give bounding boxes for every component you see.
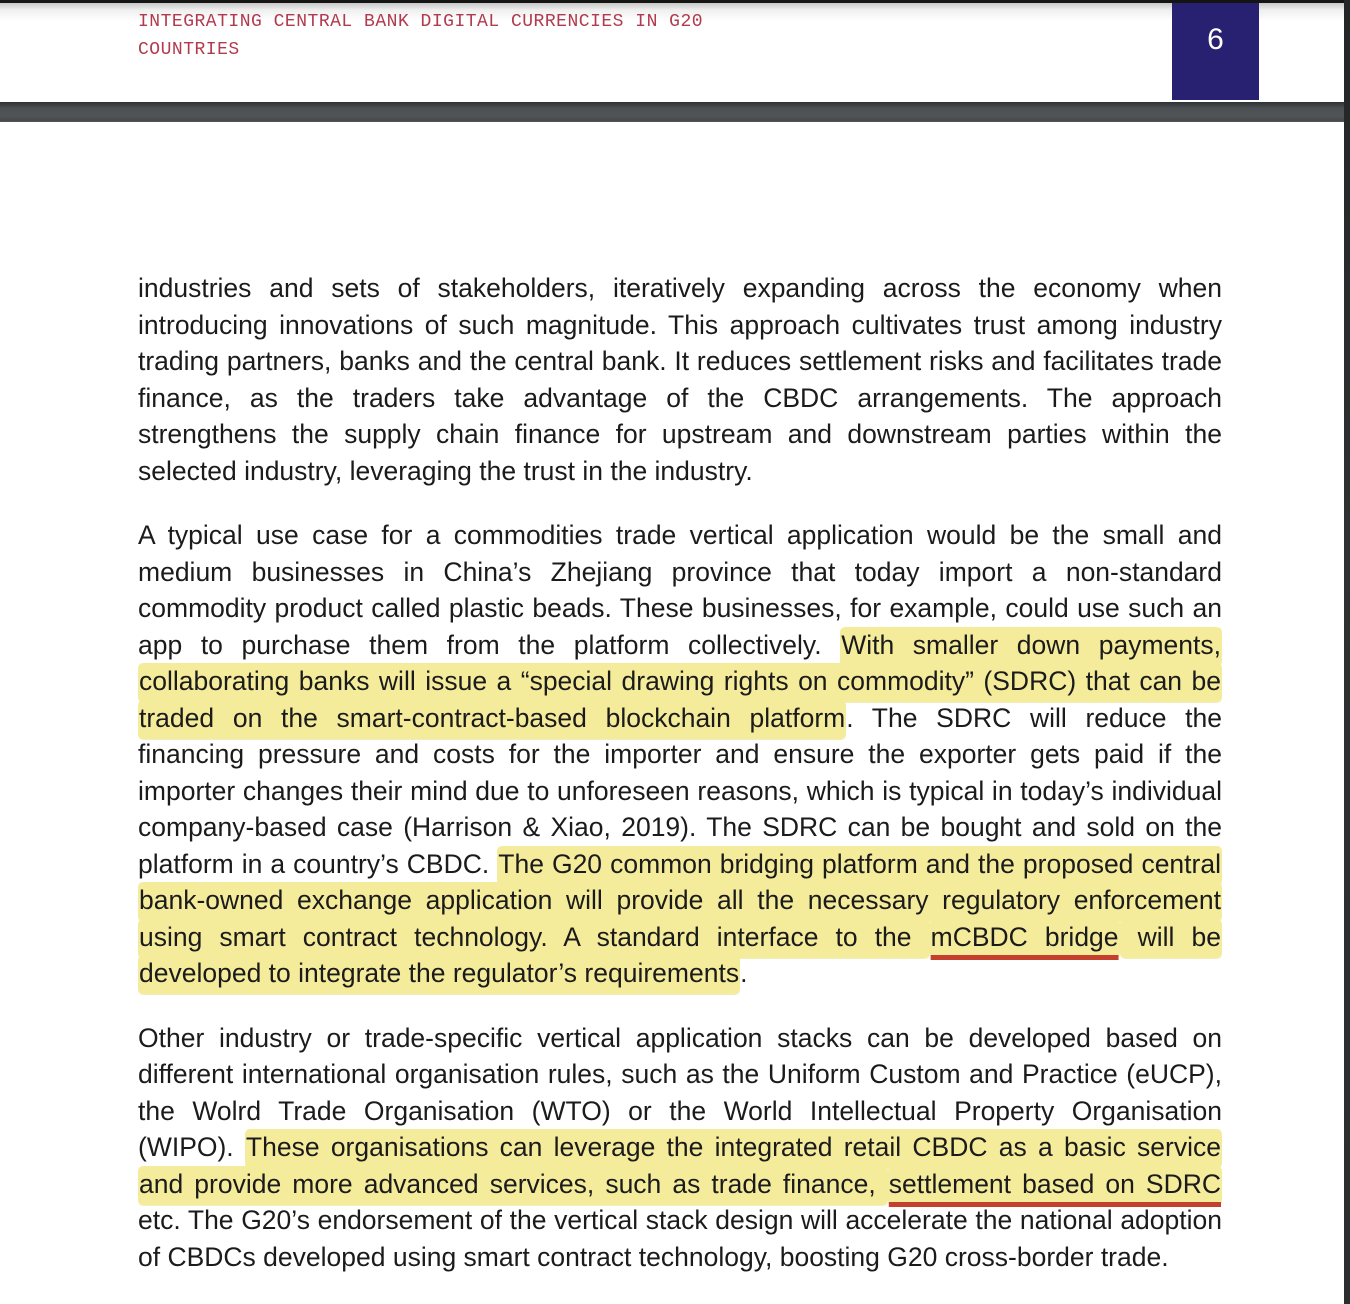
paragraph-3 (138, 1020, 1222, 1276)
page-number-badge (1172, 3, 1259, 100)
page-number: 6 (1207, 23, 1224, 56)
body-text: industries and sets of stakeholders, iteratively expanding across the economy when introducing innovations of such magnitude. This approach cultivates trust among industry trading partners, banks and the central bank. It reduces settlement risks and facilitates trade finance, as the traders take advantage of the CBDC arrangements. The approach strengthens the supply chain finance for upstream and downstream parties within the selected industry, leveraging the trust in the industry. (138, 273, 1222, 486)
highlighted-text: will be developed to integrate the regulator’s requirements (138, 919, 1222, 995)
highlighted-text: With smaller down payments, collaborating banks will issue a “special drawing rights on commodity” (SDRC) that can be traded on the smart-contract-based blockchain platform (138, 627, 1222, 739)
red-underlined-text: mCBDC bridge (930, 919, 1120, 958)
running-title-line2: COUNTRIES (138, 40, 240, 60)
page-header (0, 0, 1350, 102)
paragraph-1 (138, 270, 1222, 489)
body-text: etc. The G20’s endorsement of the vertical stack design will accelerate the national adoption of CBDCs developed using smart contract technology, boosting G20 cross-border trade. (138, 1205, 1222, 1272)
running-title-line1: INTEGRATING CENTRAL BANK DIGITAL CURRENCIES IN G20 (138, 12, 704, 32)
page-separator-band (0, 102, 1350, 122)
window-edge (1344, 0, 1350, 1304)
highlighted-text: The G20 common bridging platform and the proposed central bank-owned exchange application will provide all the necessary regulatory enforcement using smart contract technology. A standard interface to the (138, 846, 1222, 958)
paragraph-2 (138, 517, 1222, 992)
body-text: Other industry or trade-specific vertical application stacks can be developed based on different international organisation rules, such as the Uniform Custom and Practice (eUCP), the Wolrd Trade Organisation (WTO) or the World Intellectual Property Organisation (WIPO). (138, 1022, 1222, 1162)
body-text: A typical use case for a commodities trade vertical application would be the small and medium businesses in China’s Zhejiang province that today import a non-standard commodity product called plastic beads. These businesses, for example, could use such an app to purchase them from the platform collectively. (138, 520, 1222, 660)
running-title (138, 8, 703, 64)
body-text: . The SDRC will reduce the financing pressure and costs for the importer and ensure the exporter gets paid if the importer changes their mind due to unforeseen reasons, which is typical in today’s individual company-based case (Harrison & Xiao, 2019). The SDRC can be bought and sold on the platform in a country’s CBDC. (138, 702, 1222, 879)
highlighted-text: These organisations can leverage the integrated retail CBDC as a basic service and provide more advanced services, such as trade finance, (138, 1129, 1222, 1205)
body-text: . (740, 958, 748, 988)
red-underlined-text: settlement based on SDRC (888, 1166, 1222, 1205)
document-page (0, 122, 1322, 1304)
